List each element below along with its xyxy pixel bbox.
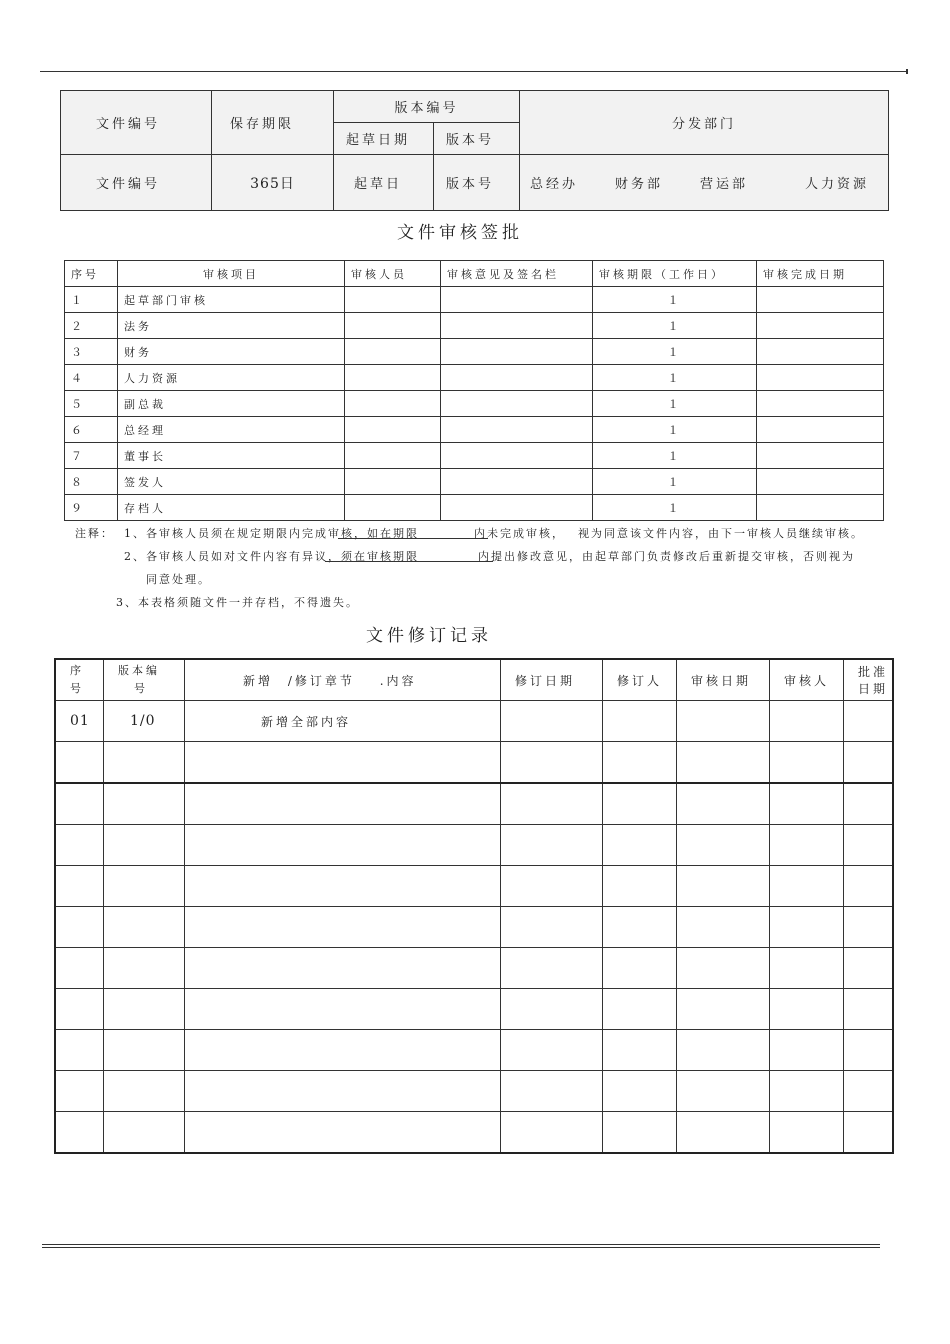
review-table-header: [65, 261, 884, 287]
review-row-days: １: [593, 469, 757, 495]
rev-row-cell: [677, 1030, 770, 1071]
rev-row-cell: [55, 825, 104, 866]
rev-row-cell: [603, 866, 677, 907]
rev-row-cell: [55, 948, 104, 989]
review-row: [65, 417, 884, 443]
review-row-no: ４: [65, 365, 118, 391]
rev-row-cell: [770, 1030, 844, 1071]
header-version-no-label: 版本号: [434, 123, 520, 155]
rev-row-cell: [677, 742, 770, 784]
col-no: 序号: [65, 261, 118, 287]
review-row-no: ６: [65, 417, 118, 443]
rev-row-cell: [770, 742, 844, 784]
revision-row: [55, 783, 893, 825]
rev-row-cell: [55, 742, 104, 784]
rev-row-cell: [603, 742, 677, 784]
review-row-reviewer: [345, 495, 441, 521]
review-row-item: 财务: [118, 339, 345, 365]
rev-row-cell: [770, 783, 844, 825]
review-row-item: 存档人: [118, 495, 345, 521]
rev-row-cell: [501, 948, 603, 989]
rev-row-cell: [55, 1030, 104, 1071]
note-1-underline: [338, 538, 488, 539]
rev-row-cell: [770, 1071, 844, 1112]
rev-row-cell: [603, 989, 677, 1030]
review-row-item: 副总裁: [118, 391, 345, 417]
review-row-reviewer: [345, 469, 441, 495]
col-done-date: 审核完成日期: [757, 261, 884, 287]
revision-row: [55, 825, 893, 866]
revision-row: [55, 989, 893, 1030]
header-file-no-label: 文件编号: [61, 91, 212, 155]
note-2-underline: [325, 561, 493, 562]
review-row-reviewer: [345, 391, 441, 417]
rev-row-cell: [55, 907, 104, 948]
rev-row-cell: [501, 907, 603, 948]
review-row: [65, 287, 884, 313]
rev-row-cell: [677, 989, 770, 1030]
rev-row-cell: [55, 989, 104, 1030]
header-version-label: 版本编号: [334, 91, 520, 123]
review-row-done-date: [757, 443, 884, 469]
header-file-no-value: 文件编号: [61, 155, 212, 211]
revision-row: [55, 701, 893, 742]
rev-row-cell: [185, 989, 501, 1030]
review-row-days: １: [593, 443, 757, 469]
rev-row-cell: [501, 742, 603, 784]
rev-col-no: 序 号: [55, 659, 104, 701]
dist-operations: 营运部: [700, 177, 749, 192]
rev-row-cell: [185, 948, 501, 989]
rev-row-cell: [770, 701, 844, 742]
document-header-table: [60, 90, 889, 211]
rev-row-cell: [501, 1030, 603, 1071]
rev-row-cell: [603, 1030, 677, 1071]
rev-row-cell: [677, 866, 770, 907]
rev-row-cell: [603, 825, 677, 866]
review-row-reviewer: [345, 287, 441, 313]
note-1b: 内未完成审核，: [474, 527, 565, 540]
col-reviewer: 审核人员: [345, 261, 441, 287]
rev-row-cell: [844, 783, 894, 825]
review-row: [65, 443, 884, 469]
rev-row-cell: [55, 1071, 104, 1112]
rev-row-content: 新增全部内容: [185, 701, 501, 742]
review-row-opinion: [441, 287, 593, 313]
dist-general-office: 总经办: [530, 177, 579, 192]
rev-row-cell: [770, 948, 844, 989]
dist-finance: 财务部: [615, 177, 664, 192]
header-draft-date-value: 起草日: [334, 155, 434, 211]
rev-row-cell: [677, 907, 770, 948]
revision-row: [55, 866, 893, 907]
rev-col-revise-date: 修订日期: [501, 659, 603, 701]
review-row: [65, 339, 884, 365]
review-row-opinion: [441, 417, 593, 443]
revision-row: [55, 1071, 893, 1112]
dist-hr: 人力资源: [805, 177, 870, 192]
review-row-opinion: [441, 495, 593, 521]
review-row-item: 起草部门审核: [118, 287, 345, 313]
review-row: [65, 313, 884, 339]
rev-row-cell: [501, 701, 603, 742]
review-row-done-date: [757, 287, 884, 313]
note-3: 3、本表格须随文件一并存档，不得遗失。: [116, 596, 359, 609]
note-1a: 1、各审核人员须在规定期限内完成审核，如在期限: [124, 527, 419, 540]
review-row-item: 董事长: [118, 443, 345, 469]
rev-row-cell: [844, 907, 894, 948]
rev-row-version: 1/0: [104, 701, 185, 742]
rev-col-approve-date: 批准日期: [844, 659, 894, 701]
review-row-no: １: [65, 287, 118, 313]
rev-row-cell: [844, 1030, 894, 1071]
rev-row-cell: [677, 1112, 770, 1154]
review-row-item: 总经理: [118, 417, 345, 443]
review-row-days: １: [593, 391, 757, 417]
rev-row-cell: [844, 742, 894, 784]
rev-row-cell: [104, 1030, 185, 1071]
rev-col-review-date: 审核日期: [677, 659, 770, 701]
rev-row-cell: [844, 866, 894, 907]
top-rule-tick: [906, 69, 908, 74]
revision-section-title: 文件修订记录: [366, 626, 492, 646]
bottom-rule: [42, 1244, 880, 1245]
header-version-no-value: 版本号: [434, 155, 520, 211]
review-row-opinion: [441, 313, 593, 339]
review-row-reviewer: [345, 443, 441, 469]
review-row-done-date: [757, 339, 884, 365]
review-row-days: １: [593, 365, 757, 391]
review-row-no: ５: [65, 391, 118, 417]
rev-row-cell: [185, 1030, 501, 1071]
header-distribution-values: [520, 155, 889, 211]
review-row: [65, 391, 884, 417]
rev-row-cell: [501, 866, 603, 907]
revision-row: [55, 742, 893, 784]
header-retention-label: 保存期限: [212, 91, 334, 155]
review-row-no: ８: [65, 469, 118, 495]
review-row-reviewer: [345, 313, 441, 339]
rev-row-cell: [185, 825, 501, 866]
rev-row-cell: [501, 1112, 603, 1154]
rev-row-cell: [104, 783, 185, 825]
rev-row-cell: [770, 1112, 844, 1154]
rev-row-cell: [770, 866, 844, 907]
rev-row-cell: [603, 948, 677, 989]
rev-row-cell: [501, 825, 603, 866]
rev-col-reviewer: 审核人: [770, 659, 844, 701]
rev-row-cell: [55, 1112, 104, 1154]
rev-row-cell: [104, 948, 185, 989]
rev-row-cell: [185, 742, 501, 784]
revision-row: [55, 907, 893, 948]
col-item: 审核项目: [118, 261, 345, 287]
review-row-no: ３: [65, 339, 118, 365]
rev-row-cell: [603, 907, 677, 948]
rev-row-cell: [603, 701, 677, 742]
note-2a: 2、各审核人员如对文件内容有异议，须在审核期限: [124, 550, 419, 563]
review-row-opinion: [441, 391, 593, 417]
review-row-item: 签发人: [118, 469, 345, 495]
top-rule: [40, 71, 908, 72]
rev-row-cell: [104, 866, 185, 907]
review-row-done-date: [757, 417, 884, 443]
col-days: 审核期限（工作日）: [593, 261, 757, 287]
review-row-done-date: [757, 495, 884, 521]
header-retention-value: 365日: [212, 155, 334, 211]
rev-row-cell: [770, 907, 844, 948]
rev-row-cell: [770, 825, 844, 866]
rev-row-cell: [501, 783, 603, 825]
rev-row-cell: [55, 783, 104, 825]
review-row: [65, 365, 884, 391]
header-distribution-label: 分发部门: [520, 91, 889, 155]
rev-row-cell: [770, 989, 844, 1030]
revision-table-header: [55, 659, 893, 701]
rev-col-content: 新增 /修订章节 .内容: [185, 659, 501, 701]
note-2b: 内提出修改意见，: [478, 550, 582, 563]
rev-row-cell: [185, 783, 501, 825]
review-row-done-date: [757, 365, 884, 391]
rev-row-cell: [844, 948, 894, 989]
review-row-days: １: [593, 495, 757, 521]
review-row-opinion: [441, 339, 593, 365]
rev-row-cell: [677, 825, 770, 866]
revision-row: [55, 1112, 893, 1154]
review-row-reviewer: [345, 417, 441, 443]
rev-col-reviser: 修订人: [603, 659, 677, 701]
notes-label: 注释：: [75, 527, 114, 540]
review-row-done-date: [757, 313, 884, 339]
rev-row-cell: [844, 1071, 894, 1112]
rev-row-cell: [677, 701, 770, 742]
note-1c: 视为同意该文件内容，由下一审核人员继续审核。: [578, 527, 864, 540]
review-row-opinion: [441, 443, 593, 469]
review-row-item: 法务: [118, 313, 345, 339]
rev-row-cell: [603, 783, 677, 825]
rev-row-cell: [844, 989, 894, 1030]
note-2c: 由起草部门负责修改后重新提交审核，否则视为: [582, 550, 855, 563]
review-row-no: ７: [65, 443, 118, 469]
review-row: [65, 495, 884, 521]
review-row-done-date: [757, 469, 884, 495]
rev-row-cell: [55, 866, 104, 907]
rev-row-cell: [677, 948, 770, 989]
review-row-no: ９: [65, 495, 118, 521]
rev-row-cell: [185, 1112, 501, 1154]
review-row-days: １: [593, 339, 757, 365]
review-row-opinion: [441, 469, 593, 495]
review-row-no: ２: [65, 313, 118, 339]
rev-row-cell: [844, 825, 894, 866]
rev-row-cell: [603, 1112, 677, 1154]
rev-row-cell: [603, 1071, 677, 1112]
rev-row-cell: [104, 825, 185, 866]
rev-row-cell: [104, 907, 185, 948]
review-table: [64, 260, 884, 521]
revision-table: [54, 658, 894, 1154]
review-row-item: 人力资源: [118, 365, 345, 391]
rev-row-cell: [185, 866, 501, 907]
review-row-reviewer: [345, 339, 441, 365]
revision-row: [55, 1030, 893, 1071]
rev-row-cell: [501, 1071, 603, 1112]
rev-row-cell: [104, 1112, 185, 1154]
review-row-days: １: [593, 417, 757, 443]
review-row-days: １: [593, 287, 757, 313]
review-row-reviewer: [345, 365, 441, 391]
revision-row: [55, 948, 893, 989]
col-opinion: 审核意见及签名栏: [441, 261, 593, 287]
rev-row-cell: [501, 989, 603, 1030]
rev-row-cell: [104, 1071, 185, 1112]
review-row-days: １: [593, 313, 757, 339]
review-row: [65, 469, 884, 495]
review-row-opinion: [441, 365, 593, 391]
rev-row-cell: [677, 1071, 770, 1112]
rev-row-cell: [677, 783, 770, 825]
rev-col-version: 版本编 号: [104, 659, 185, 701]
review-row-done-date: [757, 391, 884, 417]
rev-row-cell: [844, 1112, 894, 1154]
rev-row-cell: [185, 907, 501, 948]
check-section-title: 文件审核签批: [397, 223, 523, 243]
rev-row-cell: [185, 1071, 501, 1112]
rev-row-cell: [104, 989, 185, 1030]
rev-row-cell: [104, 742, 185, 784]
header-draft-date-label: 起草日期: [334, 123, 434, 155]
note-2d: 同意处理。: [146, 573, 211, 586]
bottom-rule-double: [42, 1247, 880, 1248]
rev-row-no: 01: [55, 701, 104, 742]
rev-row-cell: [844, 701, 894, 742]
